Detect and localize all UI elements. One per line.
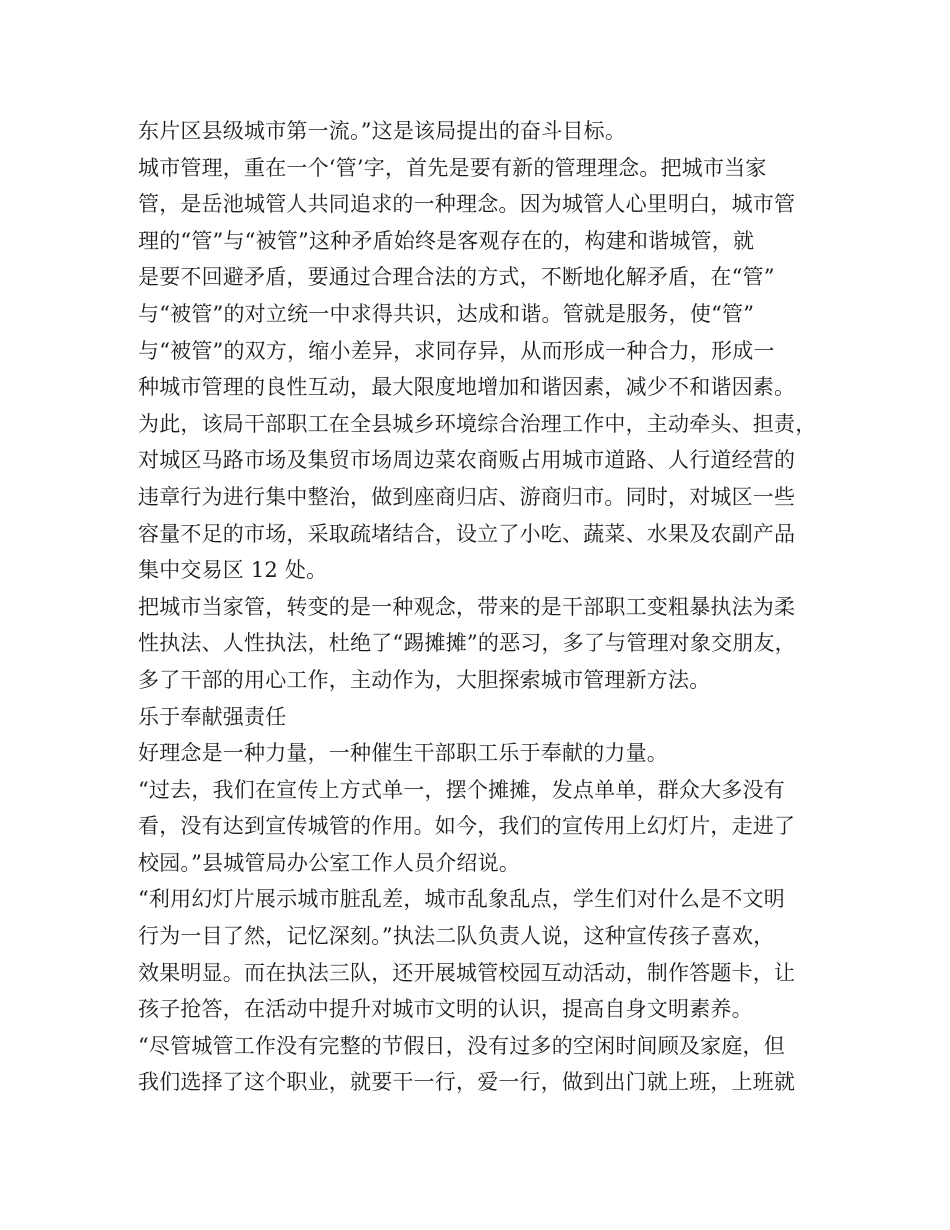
text-line: 东片区县级城市第一流。”这是该局提出的奋斗目标。	[138, 119, 627, 143]
text-line: “过去，我们在宣传上方式单一，摆个摊摊，发点单单，群众大多没有	[138, 777, 785, 802]
text-line: 性执法、人性执法，杜绝了“踢摊摊”的恶习，多了与管理对象交朋友，	[138, 631, 796, 656]
text-line: 集中交易区 12 处。	[138, 558, 328, 583]
text-line: 种城市管理的良性互动，最大限度地增加和谐因素，减少不和谐因素。	[138, 375, 796, 400]
text-line: 效果明显。而在执法三队，还开展城管校园互动活动，制作答题卡，让	[138, 960, 796, 985]
text-line: 管，是岳池城管人共同追求的一种理念。因为城管人心里明白，城市管	[138, 192, 796, 217]
text-line: 好理念是一种力量，一种催生干部职工乐于奉献的力量。	[138, 741, 668, 766]
text-line: 看，没有达到宣传城管的作用。如今，我们的宣传用上幻灯片，走进了	[138, 814, 796, 839]
text-line: 校园。”县城管局办公室工作人员介绍说。	[138, 850, 521, 875]
article-body	[138, 113, 828, 1101]
text-line: 为此，该局干部职工在全县城乡环境综合治理工作中，主动牵头、担责，	[138, 411, 817, 436]
text-line: 对城区马路市场及集贸市场周边菜农商贩占用城市道路、人行道经营的	[138, 448, 796, 473]
text-line: 理的“管”与“被管”这种矛盾始终是客观存在的，构建和谐城管，就	[138, 228, 755, 253]
text-line: 违章行为进行集中整治，做到座商归店、游商归市。同时，对城区一些	[138, 484, 796, 509]
text-line: 城市管理，重在一个‘管’字，首先是要有新的管理理念。把城市当家	[138, 155, 767, 180]
text-line: 我们选择了这个职业，就要干一行，爱一行，做到出门就上班，上班就	[138, 1070, 796, 1095]
text-line: 行为一目了然，记忆深刻。”执法二队负责人说，这种宣传孩子喜欢，	[138, 924, 775, 949]
text-line: 与“被管”的双方，缩小差异，求同存异，从而形成一种合力，形成一	[138, 338, 775, 363]
section-heading: 乐于奉献强责任	[138, 704, 287, 729]
text-line: 把城市当家管，转变的是一种观念，带来的是干部职工变粗暴执法为柔	[138, 594, 796, 619]
text-line: 孩子抢答，在活动中提升对城市文明的认识，提高自身文明素养。	[138, 997, 753, 1022]
text-line: “利用幻灯片展示城市脏乱差，城市乱象乱点，学生们对什么是不文明	[138, 887, 785, 912]
text-line: “尽管城管工作没有完整的节假日，没有过多的空闲时间顾及家庭，但	[138, 1033, 785, 1058]
text-line: 容量不足的市场，采取疏堵结合，设立了小吃、蔬菜、水果及农副产品	[138, 521, 796, 546]
text-line: 多了干部的用心工作，主动作为，大胆探索城市管理新方法。	[138, 667, 711, 692]
text-line: 是要不回避矛盾，要通过合理合法的方式，不断地化解矛盾，在“管”	[138, 265, 775, 290]
text-line: 与“被管”的对立统一中求得共识，达成和谐。管就是服务，使“管”	[138, 301, 755, 326]
